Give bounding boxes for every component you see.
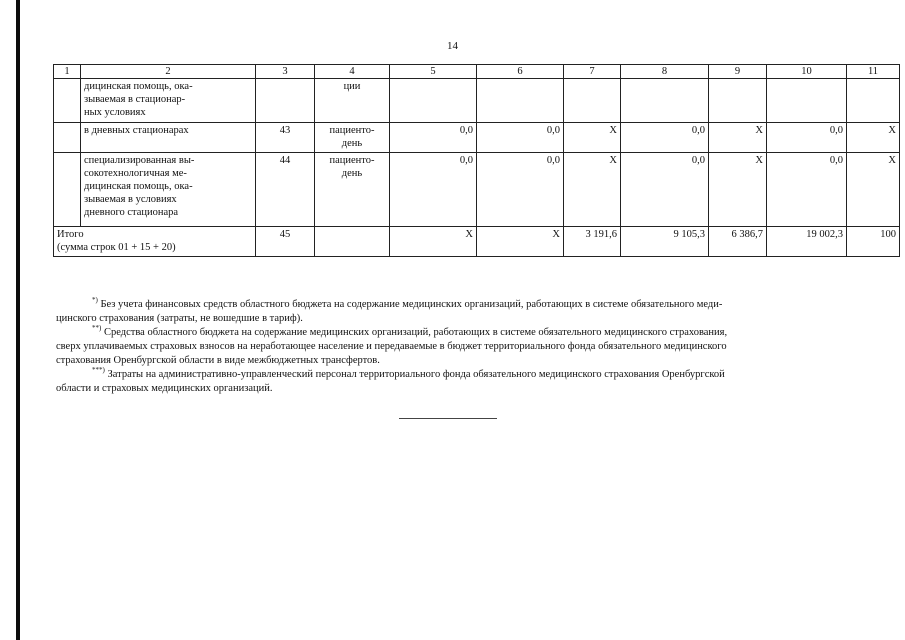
col-header: 1 xyxy=(54,65,81,79)
table-cell xyxy=(54,123,81,153)
col-header: 9 xyxy=(709,65,767,79)
footnote-3-continuation: области и страховых медицинских организаций. xyxy=(56,383,273,394)
table-cell xyxy=(709,79,767,123)
footnotes xyxy=(56,298,878,396)
col-header: 11 xyxy=(847,65,900,79)
footnote-3 xyxy=(56,368,878,382)
table-cell: 0,0 xyxy=(621,123,709,153)
footnote-1-continuation: цинского страхования (затраты, не вошедшие в тариф). xyxy=(56,313,303,324)
page-edge-bar xyxy=(16,0,20,640)
unit-cell: ции xyxy=(315,79,390,123)
table-cell: 0,0 xyxy=(477,153,564,227)
table-cell: 0,0 xyxy=(621,153,709,227)
row-code: 44 xyxy=(256,153,315,227)
unit-cell: пациенто- день xyxy=(315,123,390,153)
table-cell: X xyxy=(390,227,477,257)
footnote-2 xyxy=(56,326,878,340)
footnote-2-continuation: страхования Оренбургской области в виде межбюджетных трансфертов. xyxy=(56,355,380,366)
table-cell: 0,0 xyxy=(767,123,847,153)
table-cell xyxy=(564,79,621,123)
table-cell xyxy=(621,79,709,123)
footnote-text: Затраты на административно-управленческий персонал территориального фонда обязательного медицинского страхования Оренбургской xyxy=(107,369,725,380)
table-cell: 3 191,6 xyxy=(564,227,621,257)
table-cell: X xyxy=(847,123,900,153)
table-cell: 9 105,3 xyxy=(621,227,709,257)
row-label: дицинская помощь, ока- зываемая в стационар- ных условиях xyxy=(81,79,256,123)
table-cell: 0,0 xyxy=(390,153,477,227)
table-cell: 19 002,3 xyxy=(767,227,847,257)
unit-cell xyxy=(315,227,390,257)
row-label: в дневных стационарах xyxy=(81,123,256,153)
col-header: 5 xyxy=(390,65,477,79)
table-cell xyxy=(54,153,81,227)
table-cell xyxy=(847,79,900,123)
col-header: 8 xyxy=(621,65,709,79)
table-cell: X xyxy=(709,123,767,153)
table-cell: 6 386,7 xyxy=(709,227,767,257)
header-row xyxy=(54,65,900,79)
data-table xyxy=(53,64,900,257)
table-cell xyxy=(767,79,847,123)
table-cell xyxy=(477,79,564,123)
table-row xyxy=(54,123,900,153)
footnote-text: Средства областного бюджета на содержание медицинских организаций, работающих в системе обязательного медицинского страхования, xyxy=(103,327,728,338)
col-header: 10 xyxy=(767,65,847,79)
footnote-text: Без учета финансовых средств областного бюджета на содержание медицинских организаций, работающих в системе обязательного меди- xyxy=(100,299,723,310)
table-cell: X xyxy=(564,153,621,227)
row-label: специализированная вы- сокотехнологичная ме- дицинская помощь, ока- зываемая в условиях дневного стационара xyxy=(81,153,256,227)
row-code: 45 xyxy=(256,227,315,257)
row-code: 43 xyxy=(256,123,315,153)
col-header: 6 xyxy=(477,65,564,79)
table-cell xyxy=(390,79,477,123)
unit-cell: пациенто- день xyxy=(315,153,390,227)
row-code xyxy=(256,79,315,123)
col-header: 3 xyxy=(256,65,315,79)
footnote-1 xyxy=(56,298,878,312)
table-row xyxy=(54,153,900,227)
col-header: 4 xyxy=(315,65,390,79)
col-header: 7 xyxy=(564,65,621,79)
table-cell: X xyxy=(477,227,564,257)
footnote-2-continuation: сверх уплачиваемых страховых взносов на неработающее население и передаваемые в бюджет территориального фонда обязательного медицинского xyxy=(56,341,727,352)
total-label: Итого (сумма строк 01 + 15 + 20) xyxy=(54,227,256,257)
footnote-mark: ***) xyxy=(92,366,105,374)
table-cell: 0,0 xyxy=(767,153,847,227)
table-cell: X xyxy=(564,123,621,153)
table-cell: X xyxy=(847,153,900,227)
table-row xyxy=(54,79,900,123)
col-header: 2 xyxy=(81,65,256,79)
table-cell: X xyxy=(709,153,767,227)
page-number: 14 xyxy=(447,40,458,52)
table-cell xyxy=(54,79,81,123)
footnote-mark: *) xyxy=(92,296,98,304)
footnote-mark: **) xyxy=(92,324,102,332)
table-cell: 100 xyxy=(847,227,900,257)
end-divider xyxy=(399,418,497,419)
table-cell: 0,0 xyxy=(477,123,564,153)
table-cell: 0,0 xyxy=(390,123,477,153)
total-row xyxy=(54,227,900,257)
